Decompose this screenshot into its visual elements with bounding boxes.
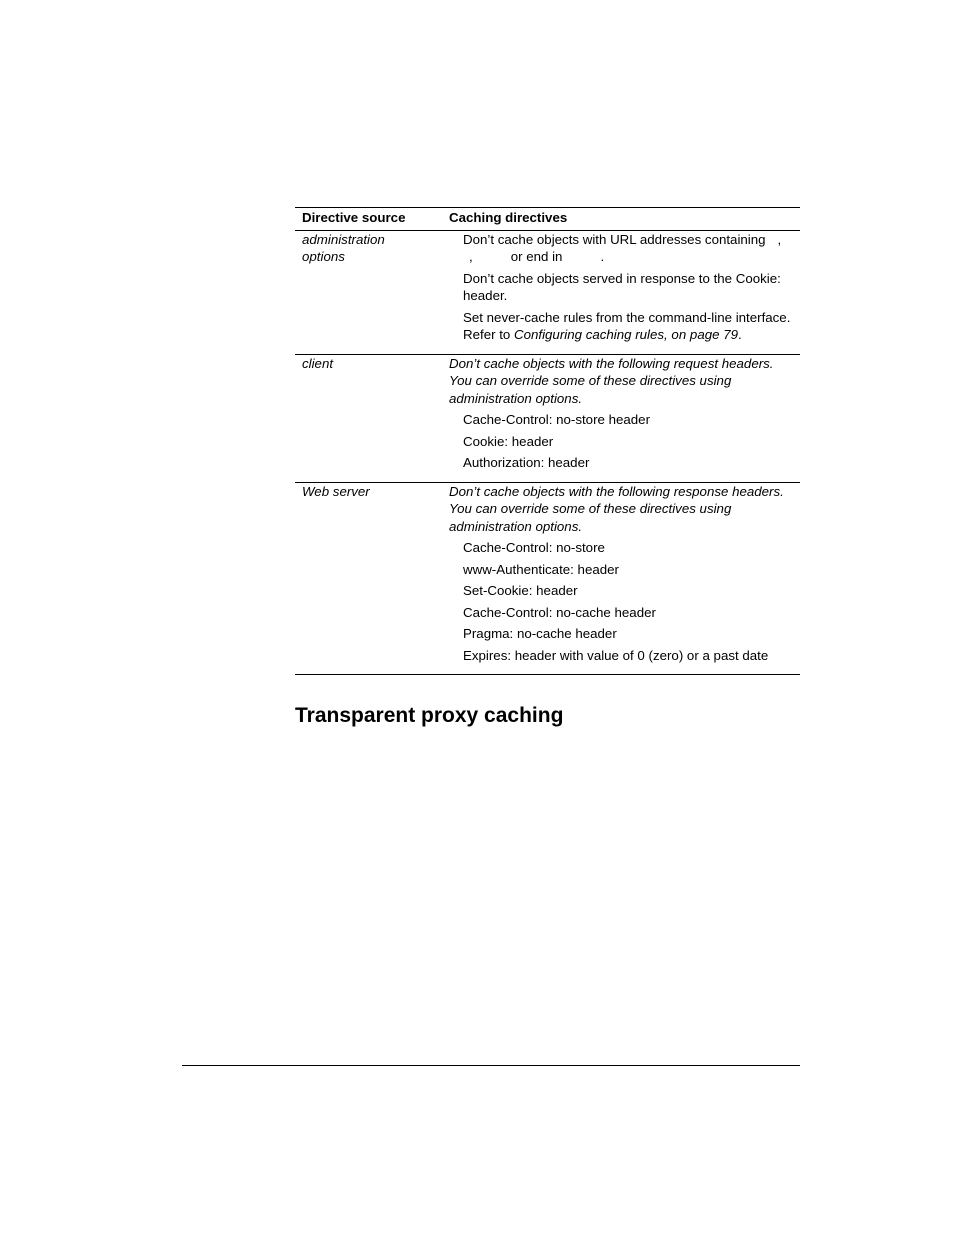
- source-label-line2: options: [302, 249, 345, 264]
- table-row-administration-options: [295, 230, 800, 354]
- directive-item: Don’t cache objects with URL addresses containing , , or end in .: [463, 231, 782, 264]
- directive-intro: Don’t cache objects with the following response headers. You can override some of these directives using administration options.: [449, 483, 784, 534]
- directive-item: www-Authenticate: header: [463, 561, 619, 577]
- directive-item: Authorization: header: [463, 455, 590, 470]
- directive-item: Don’t cache objects served in response to the Cookie: header.: [463, 270, 781, 303]
- directive-item: Set never-cache rules from the command-line interface. Refer to Configuring caching rules, on page 79.: [463, 309, 791, 342]
- caching-directives-cell: [442, 354, 800, 482]
- directive-item: Pragma: no-cache header: [463, 626, 617, 641]
- section-heading: Transparent proxy caching: [295, 704, 564, 727]
- footer-divider: [182, 1065, 800, 1066]
- table-row-client: [295, 354, 800, 482]
- cross-reference-link[interactable]: Configuring caching rules, on page 79: [514, 327, 738, 342]
- directive-source-cell: [295, 230, 442, 354]
- source-label-line1: administration: [302, 231, 385, 247]
- directive-item: Cookie: header: [463, 433, 554, 449]
- directive-item: Cache-Control: no-store header: [463, 412, 650, 427]
- directive-source-cell: Web server: [295, 482, 442, 675]
- table-row-web-server: [295, 482, 800, 675]
- caching-directives-table: [295, 207, 800, 675]
- caching-directives-cell: [442, 482, 800, 675]
- directive-source-cell: client: [295, 354, 442, 482]
- directive-item: Cache-Control: no-cache header: [463, 604, 656, 620]
- directive-item: Cache-Control: no-store: [463, 540, 605, 555]
- directive-intro: Don’t cache objects with the following request headers. You can override some of these directives using administration options.: [449, 355, 774, 406]
- header-directive-source: Directive source: [295, 208, 442, 231]
- caching-directives-cell: [442, 230, 800, 354]
- directive-item: Set-Cookie: header: [463, 583, 578, 598]
- table-header-row: [295, 208, 800, 231]
- header-caching-directives: Caching directives: [442, 208, 800, 231]
- directive-item: Expires: header with value of 0 (zero) or a past date: [463, 647, 769, 663]
